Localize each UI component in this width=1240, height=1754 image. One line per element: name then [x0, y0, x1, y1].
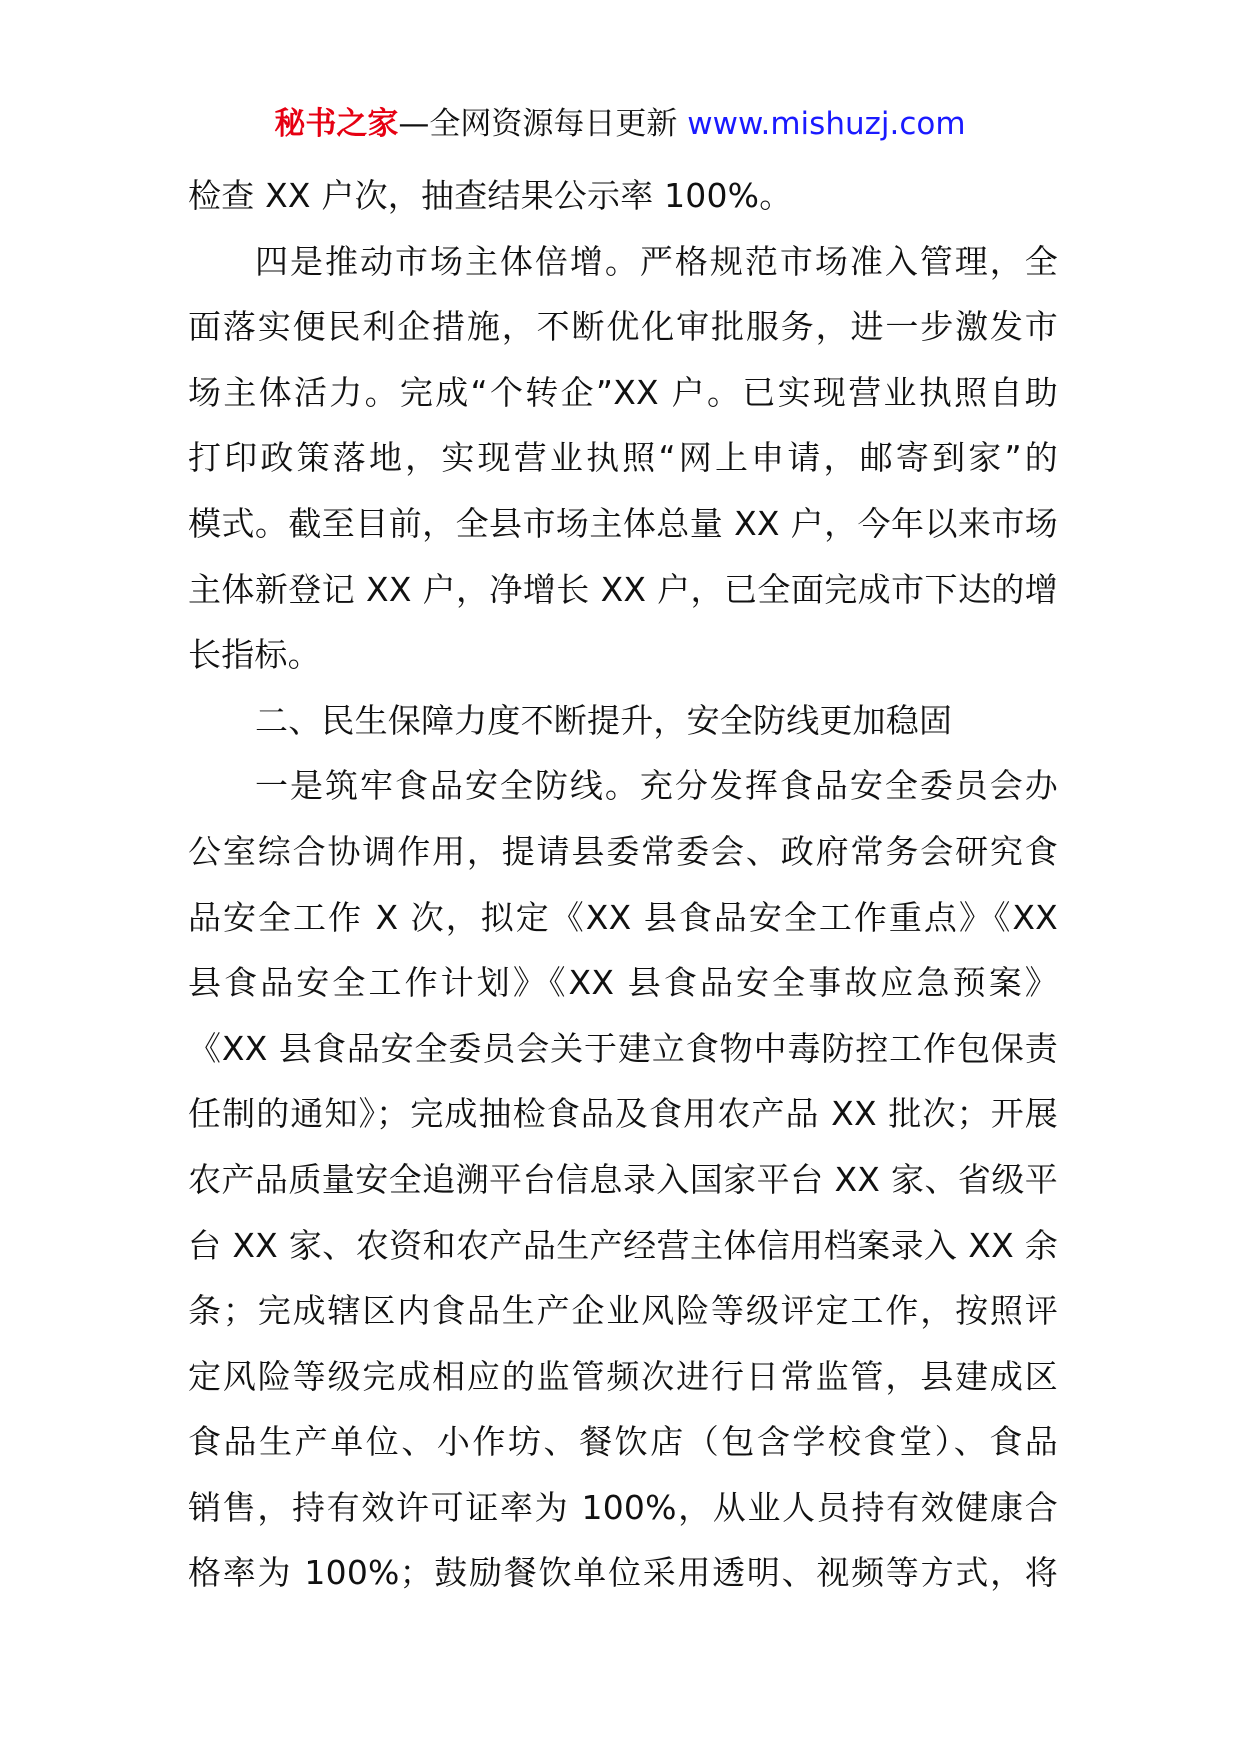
paragraph-start-line: 四是推动市场主体倍增。严格规范市场准入管理，全: [255, 241, 1058, 281]
section-heading: 二、民生保障力度不断提升，安全防线更加稳固: [255, 700, 953, 740]
text-line: 县食品安全工作计划》《XX 县食品安全事故应急预案》: [188, 963, 1058, 1003]
paragraph-start-line: 一是筑牢食品安全防线。充分发挥食品安全委员会办: [255, 766, 1058, 806]
text-line: 农产品质量安全追溯平台信息录入国家平台 XX 家、省级平: [188, 1159, 1058, 1199]
document-body: [188, 163, 1058, 1606]
text-line: 品安全工作 X 次，拟定《XX 县食品安全工作重点》《XX: [188, 897, 1058, 937]
text-line: 公室综合协调作用，提请县委常委会、政府常务会研究食: [188, 831, 1058, 871]
text-line: 长指标。: [188, 635, 321, 675]
text-line: 销售，持有效许可证率为 100%，从业人员持有效健康合: [188, 1487, 1058, 1527]
text-line: 条；完成辖区内食品生产企业风险等级评定工作，按照评: [188, 1291, 1058, 1331]
text-line: 模式。截至目前，全县市场主体总量 XX 户，今年以来市场: [188, 503, 1058, 543]
text-line: 检查 XX 户次，抽查结果公示率 100%。: [188, 176, 793, 215]
text-line: 台 XX 家、农资和农产品生产经营主体信用档案录入 XX 余: [188, 1225, 1058, 1265]
brand-name: 秘书之家: [274, 106, 399, 142]
text-line: 《XX 县食品安全委员会关于建立食物中毒防控工作包保责: [188, 1028, 1058, 1068]
text-line: 打印政策落地，实现营业执照“网上申请，邮寄到家”的: [188, 438, 1058, 478]
site-url-link[interactable]: www.mishuzj.com: [687, 106, 966, 142]
text-line: 格率为 100%；鼓励餐饮单位采用透明、视频等方式，将: [188, 1553, 1058, 1593]
text-line: 主体新登记 XX 户，净增长 XX 户，已全面完成市下达的增: [188, 569, 1058, 609]
text-line: 面落实便民利企措施，不断优化审批服务，进一步激发市: [188, 307, 1058, 347]
header-tagline: —全网资源每日更新: [398, 106, 678, 142]
site-header: [0, 100, 1240, 148]
text-line: 场主体活力。完成“个转企”XX 户。已实现营业执照自助: [188, 372, 1058, 412]
text-line: 食品生产单位、小作坊、餐饮店（包含学校食堂）、食品: [188, 1422, 1058, 1462]
text-line: 任制的通知》；完成抽检食品及食用农产品 XX 批次；开展: [188, 1094, 1058, 1134]
text-line: 定风险等级完成相应的监管频次进行日常监管，县建成区: [188, 1356, 1058, 1396]
